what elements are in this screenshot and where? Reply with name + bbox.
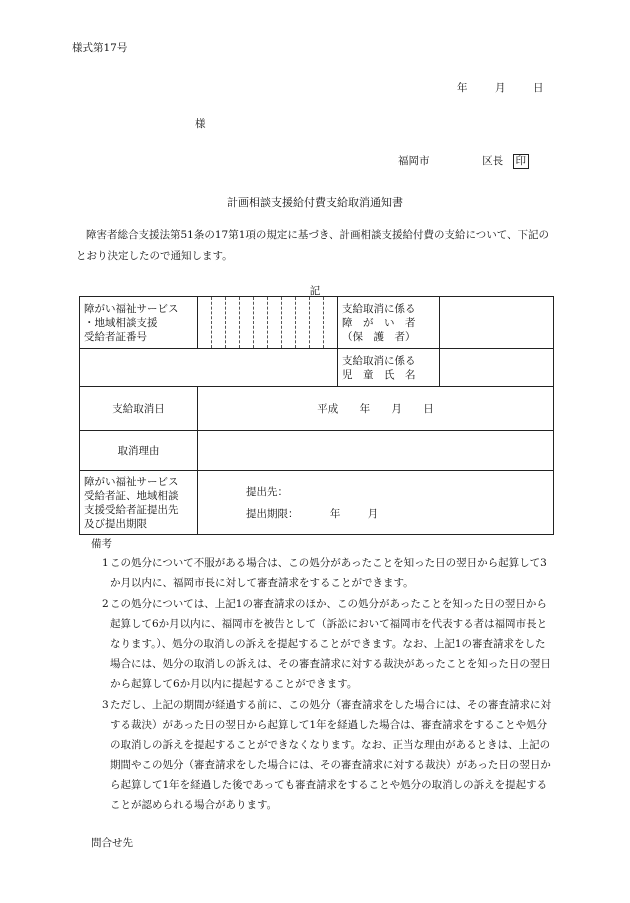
cert-digit-box[interactable] [296,297,310,349]
cancel-month: 月 [391,403,402,415]
submit-label [80,471,198,535]
cert-digit-box[interactable] [240,297,254,349]
table-row [80,349,554,387]
cert-number-label [80,297,198,349]
sender-ward-head: 区長 [482,155,504,167]
remark-item [76,594,554,694]
remark-text: この処分について不服がある場合は、この処分があったことを知った日の翌日から起算して3か月以内に、福岡市長に対して審査請求をすることができます。 [110,557,547,589]
cert-label-line: 受給者証番号 [84,330,147,343]
cert-digit-box[interactable] [226,297,240,349]
cert-digit-box[interactable] [198,297,212,349]
cert-label-line: ・地域相談支援 [84,316,158,329]
notice-table [79,296,554,535]
submit-month: 月 [367,507,379,520]
date-year: 年 [457,82,468,94]
cert-digit-box[interactable] [310,297,324,349]
document-title: 計画相談支援給付費支給取消通知書 [227,196,403,209]
blank-cell [80,349,338,387]
body-text: 障害者総合支援法第51条の17第1項の規定に基づき、計画相談支援給付費の支給について、下記のとおり決定したので通知します。 [76,229,550,262]
cancel-date-value[interactable] [198,387,554,431]
remarks-heading: 備考 [91,538,112,550]
form-number: 様式第17号 [72,42,128,54]
remark-number: 3 [102,699,109,711]
child-name-value[interactable] [440,349,554,387]
submit-label-line: 支援受給者証提出先 [84,503,179,516]
submit-label-line: 及び提出期限 [84,517,147,530]
remarks-list [76,553,554,816]
cert-digit-box[interactable] [268,297,282,349]
submit-label-line: 障がい福祉サービス [84,475,179,488]
child-label-line: 支給取消に係る [342,354,416,367]
remark-number: 1 [102,557,109,569]
remark-item [76,695,554,815]
cert-digit-box[interactable] [254,297,268,349]
target-label-line: 障 が い 者 [342,316,416,329]
submit-deadline-label: 提出期限： [246,507,299,520]
submit-label-line: 受給者証、地域相談 [84,489,179,502]
date-day: 日 [533,82,544,94]
cert-label-line: 障がい福祉サービス [84,302,179,315]
table-row [80,431,554,471]
remark-item [76,553,554,593]
contact-label: 問合せ先 [91,837,133,849]
table-row [80,471,554,535]
submit-deadline-line [246,503,553,525]
date-month: 月 [495,82,506,94]
remark-text: ただし、上記の期間が経過する前に、この処分（審査請求をした場合には、その審査請求に対する裁決）があった日の翌日から起算して1年を経過した場合は、審査請求をすることや処分の取消しの訴えを提起することができなくなります。なお、正当な理由があるときは、上記の期間やこの処分（審査請求をした場合には、その審査請求に対する裁決）があった日の翌日から起算して1年を経過した後であっても審査請求をすることや処分の取消しの訴えを提起することが認められる場合があります。 [110,699,551,811]
target-person-value[interactable] [440,297,554,349]
target-person-label [338,297,440,349]
ki-heading: 記 [309,285,321,297]
cert-digit-box[interactable] [212,297,226,349]
era-label: 平成 [317,403,339,415]
table-row [80,297,554,349]
cancel-day: 日 [423,403,434,415]
target-label-line: （保 護 者） [342,330,416,343]
submit-details[interactable] [198,471,554,535]
table-row [80,387,554,431]
remark-number: 2 [102,598,109,610]
cancel-date-label: 支給取消日 [80,387,198,431]
seal-mark: 印 [513,154,530,169]
submit-year: 年 [329,507,341,520]
addressee-suffix: 様 [195,118,206,130]
remark-text: この処分については、上記1の審査請求のほか、この処分があったことを知った日の翌日から起算して6か月以内に、福岡市を被告として（訴訟において福岡市を代表する者は福岡市長となります。）、処分の取消しの訴えを提起することができます。なお、上記1の審査請求をした場合には、処分の取消しの訴えは、その審査請求に対する裁決があったことを知った日の翌日から起算して6か月以内に提起することができます。 [110,598,551,690]
cancel-year: 年 [359,403,371,415]
target-label-line: 支給取消に係る [342,302,416,315]
reason-value[interactable] [198,431,554,471]
cert-digit-box[interactable] [324,297,338,349]
reason-label: 取消理由 [80,431,198,471]
cert-digit-box[interactable] [282,297,296,349]
submit-destination: 提出先： [246,485,288,498]
child-label-line: 児 童 氏 名 [342,368,416,381]
sender [398,153,529,169]
sender-city: 福岡市 [398,155,430,167]
child-name-label [338,349,440,387]
